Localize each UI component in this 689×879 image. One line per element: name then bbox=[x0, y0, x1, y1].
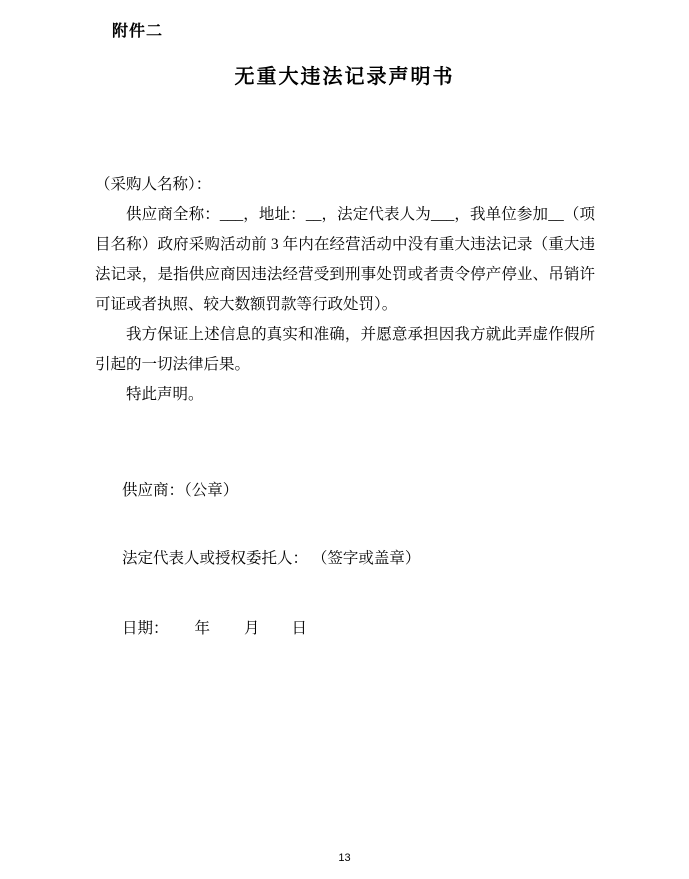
date-day-unit: 日 bbox=[291, 620, 308, 637]
paragraph-declaration: 供应商全称：___，地址：__，法定代表人为___，我单位参加__（项目名称）政府采购活动前 3 年内在经营活动中没有重大违法记录（重大违法记录，是指供应商因违法经营受到刑事处罚或者责令停产停业、吊销许可证或者执照、较大数额罚款等行政处罚）。 bbox=[95, 206, 595, 313]
document-body bbox=[95, 170, 595, 410]
paragraph-guarantee: 我方保证上述信息的真实和准确，并愿意承担因我方就此弄虚作假所引起的一切法律后果。 bbox=[95, 326, 595, 373]
supplier-seal-line: 供应商：（公章） bbox=[122, 482, 239, 499]
date-year-unit: 年 bbox=[194, 620, 211, 637]
date-month-unit: 月 bbox=[244, 620, 260, 637]
date-label: 日期： bbox=[122, 620, 169, 637]
paragraph-closing: 特此声明。 bbox=[126, 386, 204, 403]
signature-block bbox=[122, 476, 592, 644]
attachment-label: 附件二 bbox=[112, 23, 164, 40]
date-line bbox=[122, 614, 592, 644]
page-number: 13 bbox=[338, 852, 351, 864]
page-title: 无重大违法记录声明书 bbox=[234, 66, 455, 88]
legal-representative-line: 法定代表人或授权委托人： （签字或盖章） bbox=[122, 550, 421, 567]
paragraph-addressee: （采购人名称）： bbox=[95, 176, 212, 193]
